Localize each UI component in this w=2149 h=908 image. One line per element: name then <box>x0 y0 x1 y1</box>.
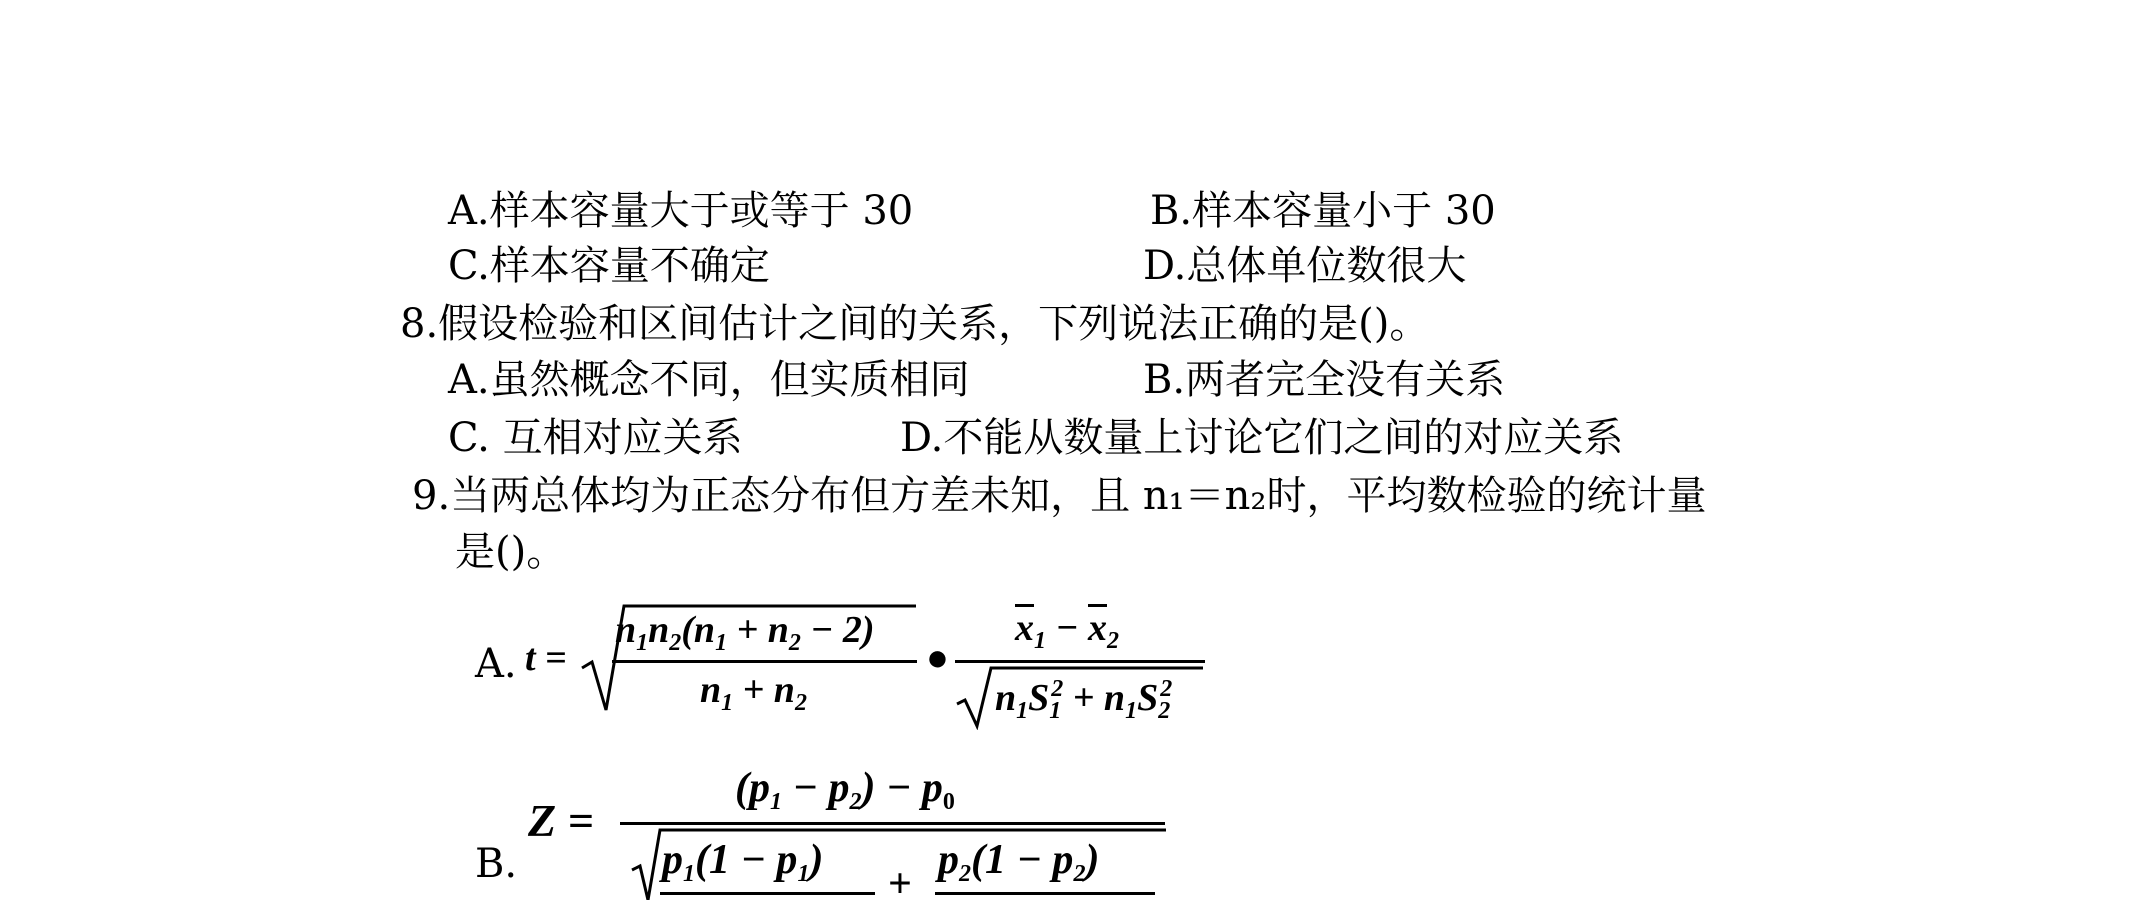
q8-option-a: A.虽然概念不同，但实质相同 <box>448 357 970 403</box>
q7-option-d: D.总体单位数很大 <box>1143 243 1467 289</box>
q9-stem-line1: 9.当两总体均为正态分布但方差未知，且 n₁＝n₂时，平均数检验的统计量 <box>412 473 1707 519</box>
q7-option-b: B.样本容量小于 30 <box>1150 188 1496 234</box>
q8-option-b: B.两者完全没有关系 <box>1143 357 1506 403</box>
q8-option-d: D.不能从数量上讨论它们之间的对应关系 <box>900 415 1624 461</box>
q8-option-c: C. 互相对应关系 <box>448 415 743 461</box>
q9-option-a-label: A. <box>475 641 517 687</box>
q8-stem: 8.假设检验和区间估计之间的关系，下列说法正确的是()。 <box>400 301 1430 347</box>
q9-option-b-label: B. <box>475 841 518 887</box>
q9-stem-line2: 是()。 <box>455 529 567 575</box>
q7-option-a: A.样本容量大于或等于 30 <box>448 188 914 234</box>
q7-option-c: C.样本容量不确定 <box>448 243 770 289</box>
